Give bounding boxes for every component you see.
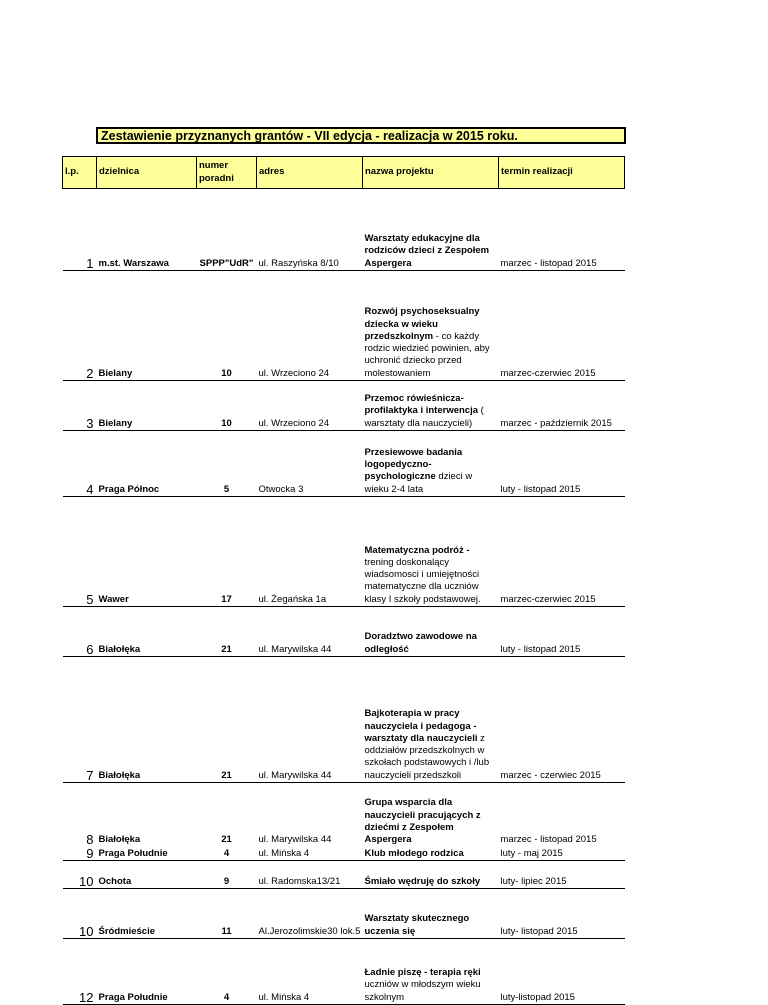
project-name-cell [363, 847, 499, 861]
address-cell: ul. Raszyńska 8/10 [257, 189, 363, 271]
project-name-cell [363, 497, 499, 607]
table-row [63, 607, 625, 657]
address-cell: ul. Marywilska 44 [257, 657, 363, 783]
clinic-number-cell: 21 [197, 657, 257, 783]
table-row [63, 847, 625, 861]
project-name-cell [363, 939, 499, 1005]
address-cell: Otwocka 3 [257, 431, 363, 497]
project-name-cell [363, 783, 499, 847]
project-name-bold: Warsztaty edukacyjne dla rodziców dzieci z Zespołem Aspergera [364, 233, 490, 269]
row-number: 4 [63, 431, 97, 497]
term-cell: luty-listopad 2015 [499, 939, 625, 1005]
header-dzielnica: dzielnica [97, 157, 197, 189]
row-number: 2 [63, 271, 97, 381]
row-number: 7 [63, 657, 97, 783]
address-cell: ul. Marywilska 44 [258, 834, 332, 846]
table-row [63, 497, 625, 607]
header-termin: termin realizacji [499, 157, 625, 189]
project-name-cell [363, 607, 499, 657]
clinic-number-cell: 4 [197, 939, 257, 1005]
district-cell: Praga Południe [97, 939, 197, 1005]
project-name-bold: Klub młodego rodzica [364, 847, 464, 859]
row-number: 12 [63, 939, 97, 1005]
clinic-number-cell: 21 [221, 834, 232, 846]
project-name-cell [363, 381, 499, 431]
row-number: 3 [63, 381, 97, 431]
table-row [63, 271, 625, 381]
table-row [63, 431, 625, 497]
project-name-bold: Matematyczna podróż - [364, 544, 470, 556]
row-number: 8 [86, 832, 94, 848]
project-name-cell [363, 189, 499, 271]
clinic-number-cell: 21 [197, 607, 257, 657]
term-cell: luty - listopad 2015 [499, 431, 625, 497]
project-name-rest: dzieci w wieku 2-4 lata [364, 471, 473, 495]
address-cell: ul. Wrzeciono 24 [257, 271, 363, 381]
address-cell: ul. Marywilska 44 [257, 607, 363, 657]
project-name-bold: Grupa wsparcia dla nauczycieli pracujących z dziećmi z Zespołem Aspergera [364, 797, 481, 846]
address-cell: ul. Żegańska 1a [257, 497, 363, 607]
row-number: 1 [63, 189, 97, 271]
page-title: Zestawienie przyznanych grantów - VII edycja - realizacja w 2015 roku. [96, 127, 626, 144]
address-cell: ul. Mińska 4 [257, 939, 363, 1005]
address-cell: ul. Wrzeciono 24 [257, 381, 363, 431]
term-cell: marzec - listopad 2015 [499, 189, 625, 271]
district-cell: Białołęka [97, 657, 197, 783]
header-numer [197, 157, 257, 189]
clinic-number-cell: 4 [197, 847, 257, 861]
grants-table [62, 156, 625, 1005]
project-name-rest: trening doskonalący wiadsomosci i umiejętności matematyczne dla uczniów klasy I szkoły podstawowej. [364, 556, 481, 605]
term-cell: marzec - czerwiec 2015 [499, 657, 625, 783]
project-name-rest: ( warsztaty dla nauczycieli) [364, 405, 484, 429]
project-name-bold: Doradztwo zawodowe na odległość [364, 631, 477, 655]
district-cell: Ochota [97, 861, 197, 889]
address-cell: ul. Mińska 4 [257, 847, 363, 861]
project-name-bold: Bajkoterapia w pracy nauczyciela i pedagoga - warsztaty dla nauczycieli [364, 708, 478, 744]
table-row [63, 189, 625, 271]
project-name-bold: Rozwój psychoseksualny dziecka w wieku przedszkolnym [364, 306, 480, 342]
term-cell: luty- lipiec 2015 [499, 861, 625, 889]
table-row [63, 889, 625, 939]
project-name-bold: Przemoc rówieśnicza- profilaktyka i interwencja [364, 393, 479, 417]
term-cell: luty - maj 2015 [499, 847, 625, 861]
district-cell: Praga Południe [97, 847, 197, 861]
district-cell: Praga Północ [97, 431, 197, 497]
district-cell: Bielany [97, 381, 197, 431]
project-name-rest: - co każdy rodzic wiedzieć powinien, aby uchronić dziecko przed molestowaniem [364, 330, 490, 379]
clinic-number-cell: 10 [197, 381, 257, 431]
term-cell: marzec-czerwiec 2015 [499, 271, 625, 381]
term-cell: luty - listopad 2015 [499, 607, 625, 657]
address-cell: Al.Jerozolimskie30 lok.5 [257, 889, 363, 939]
project-name-bold: Ładnie piszę - terapia ręki [364, 967, 481, 979]
project-name-cell [363, 431, 499, 497]
project-name-cell [363, 271, 499, 381]
project-name-cell [363, 889, 499, 939]
term-cell: marzec - październik 2015 [499, 381, 625, 431]
header-lp: l.p. [63, 157, 97, 189]
row-number: 9 [63, 847, 97, 861]
project-name-bold: Śmiało wędruję do szkoły [364, 875, 481, 887]
district-cell: Wawer [97, 497, 197, 607]
clinic-number-cell: 5 [197, 431, 257, 497]
table-row [63, 783, 625, 847]
clinic-number-cell: 10 [197, 271, 257, 381]
table-header-row [63, 157, 625, 189]
row-number: 6 [63, 607, 97, 657]
district-cell: Śródmieście [97, 889, 197, 939]
header-numer-line1: numer [199, 160, 229, 172]
project-name-rest: z oddziałów przedszkolnych w szkołach podstawowych i /lub nauczycieli przedszkoli [364, 732, 490, 781]
project-name-cell [363, 657, 499, 783]
term-cell: marzec-czerwiec 2015 [499, 497, 625, 607]
district-cell: Białołęka [98, 834, 141, 846]
project-name-bold: Warsztaty skutecznego uczenia się [364, 913, 470, 937]
term-cell: marzec - listopad 2015 [500, 834, 597, 846]
district-cell: m.st. Warszawa [97, 189, 197, 271]
project-name-cell [363, 861, 499, 889]
row-number: 10 [63, 861, 97, 889]
project-name-bold: Przesiewowe badania logopedyczno- psychologiczne [364, 446, 463, 483]
district-cell: Bielany [97, 271, 197, 381]
table-row [63, 861, 625, 889]
row-number: 5 [63, 497, 97, 607]
clinic-number-cell: 17 [197, 497, 257, 607]
table-row [63, 939, 625, 1005]
header-projekt: nazwa projektu [363, 157, 499, 189]
clinic-number-cell: SPPP"UdR" [197, 189, 257, 271]
clinic-number-cell: 9 [197, 861, 257, 889]
header-adres: adres [257, 157, 363, 189]
address-cell: ul. Radomska13/21 [257, 861, 363, 889]
header-numer-line2: poradni [199, 172, 234, 184]
project-name-rest: uczniów w młodszym wieku szkolnym [364, 979, 481, 1003]
district-cell: Białołęka [97, 607, 197, 657]
clinic-number-cell: 11 [197, 889, 257, 939]
table-row [63, 657, 625, 783]
table-row [63, 381, 625, 431]
term-cell: luty- listopad 2015 [499, 889, 625, 939]
row-number: 10 [63, 889, 97, 939]
